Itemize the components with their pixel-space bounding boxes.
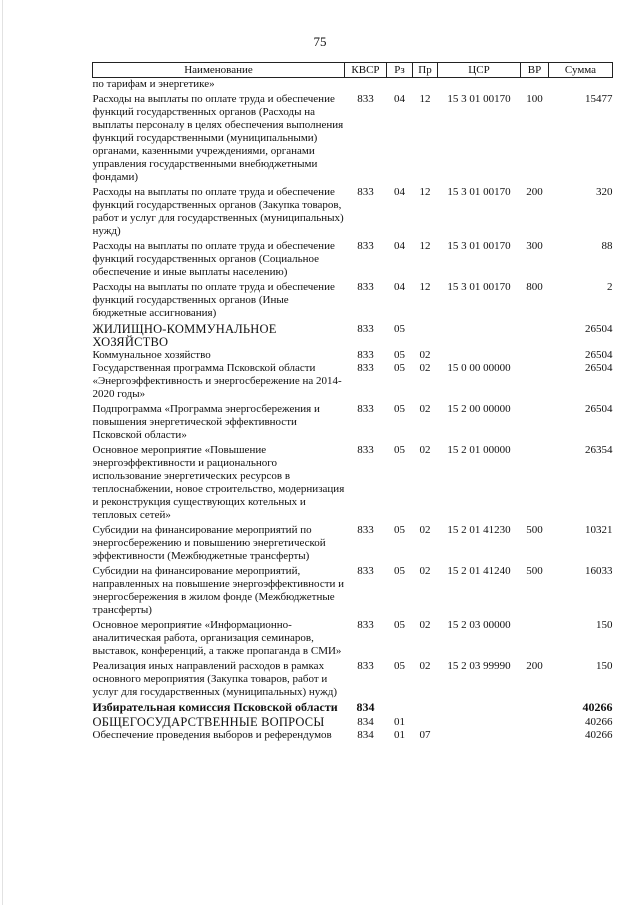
cell-pr: 12 (419, 93, 431, 105)
cell-pr: 02 (419, 403, 431, 415)
header-vr: ВР (521, 63, 549, 78)
cell-kvsr (345, 78, 387, 92)
cell-csr: 15 2 01 00000 (447, 444, 511, 456)
cell-rz (387, 699, 413, 714)
scan-edge-line (2, 0, 3, 905)
cell-kvsr: 833 (357, 444, 374, 456)
cell-name: Расходы на выплаты по оплате труда и обеспечение функций государственных органов (Закупка товаров, работ и услуг для государственных (муниципальных) нужд) (92, 186, 344, 237)
cell-sum: 26504 (585, 362, 613, 374)
cell-vr (521, 349, 549, 362)
cell-sum: 40266 (585, 729, 613, 741)
page-number: 75 (313, 34, 327, 49)
cell-vr (521, 401, 549, 442)
table-row (93, 442, 613, 522)
header-kvsr: КВСР (345, 63, 387, 78)
cell-pr (413, 320, 438, 349)
cell-kvsr: 833 (357, 323, 374, 335)
cell-pr: 07 (419, 729, 431, 741)
cell-sum: 320 (596, 186, 613, 198)
cell-csr: 15 3 01 00170 (447, 281, 511, 293)
cell-vr: 200 (526, 186, 543, 198)
table-row (93, 522, 613, 563)
cell-rz: 05 (394, 660, 405, 672)
budget-table (92, 62, 613, 742)
table-row (93, 714, 613, 729)
table-row (93, 238, 613, 279)
cell-csr: 15 0 00 00000 (447, 362, 511, 374)
cell-pr: 12 (419, 281, 431, 293)
cell-vr: 200 (526, 660, 543, 672)
cell-rz: 05 (394, 323, 405, 335)
cell-vr: 800 (526, 281, 543, 293)
cell-csr: 15 2 01 41240 (447, 565, 511, 577)
cell-kvsr: 833 (357, 281, 374, 293)
cell-sum: 16033 (585, 565, 613, 577)
cell-kvsr: 833 (357, 524, 374, 536)
cell-name: ОБЩЕГОСУДАРСТВЕННЫЕ ВОПРОСЫ (92, 715, 325, 729)
cell-pr (413, 714, 438, 729)
cell-sum: 40266 (585, 716, 613, 728)
cell-rz: 05 (394, 619, 405, 631)
cell-pr: 12 (419, 186, 431, 198)
cell-kvsr: 833 (357, 619, 374, 631)
cell-kvsr: 834 (357, 729, 374, 741)
cell-name: Субсидии на финансирование мероприятий по энергосбережению и повышению энергетической эффективности (Межбюджетные трансферты) (92, 524, 326, 562)
cell-rz: 04 (394, 281, 405, 293)
cell-kvsr: 833 (357, 362, 374, 374)
cell-vr (521, 320, 549, 349)
cell-csr (438, 699, 521, 714)
cell-sum: 26354 (585, 444, 613, 456)
cell-kvsr: 833 (357, 186, 374, 198)
cell-name: Реализация иных направлений расходов в рамках основного мероприятия (Закупка товаров, работ и услуг для государственных (муниципальных) нужд) (92, 660, 338, 698)
table-row (93, 279, 613, 320)
table-row (93, 349, 613, 362)
cell-csr (438, 729, 521, 742)
cell-name: Основное мероприятие «Повышение энергоэффективности и рационального использование энергетических ресурсов в теплоснабжении, новое строительство, модернизация и реконструкция существующих котельных и тепловых сетей» (92, 444, 345, 521)
cell-vr (521, 617, 549, 658)
cell-name: по тарифам и энергетике» (92, 78, 215, 90)
cell-vr: 500 (526, 524, 543, 536)
cell-sum: 15477 (585, 93, 613, 105)
cell-sum: 26504 (585, 349, 613, 361)
cell-csr (438, 349, 521, 362)
cell-pr: 12 (419, 240, 431, 252)
cell-rz: 05 (394, 349, 405, 361)
cell-kvsr: 833 (357, 93, 374, 105)
cell-rz: 01 (394, 729, 405, 741)
table-row (93, 320, 613, 349)
cell-name: Государственная программа Псковской области «Энергоэффективность и энергосбережение на 2014-2020 годы» (92, 362, 342, 400)
cell-rz: 04 (394, 93, 405, 105)
table-row (93, 658, 613, 699)
cell-csr: 15 2 03 99990 (447, 660, 511, 672)
cell-name: Расходы на выплаты по оплате труда и обеспечение функций государственных органов (Социальное обеспечение и иные выплаты населению) (92, 240, 335, 278)
cell-name: Коммунальное хозяйство (92, 349, 211, 361)
cell-rz: 04 (394, 240, 405, 252)
table-row (93, 729, 613, 742)
cell-rz: 05 (394, 565, 405, 577)
cell-pr: 02 (419, 619, 431, 631)
table-row (93, 699, 613, 714)
cell-pr: 02 (419, 660, 431, 672)
cell-pr (413, 699, 438, 714)
cell-name: Субсидии на финансирование мероприятий, направленных на повышение энергоэффективности и энергосбережения в жилом фонде (Межбюджетные трансферты) (92, 565, 345, 616)
cell-vr (521, 729, 549, 742)
cell-kvsr: 834 (357, 716, 374, 728)
cell-pr: 02 (419, 565, 431, 577)
header-rz: Рз (387, 63, 413, 78)
cell-vr (521, 442, 549, 522)
cell-vr (521, 714, 549, 729)
cell-pr: 02 (419, 524, 431, 536)
cell-vr (521, 699, 549, 714)
cell-vr (521, 362, 549, 401)
cell-sum: 10321 (585, 524, 613, 536)
cell-kvsr: 833 (357, 240, 374, 252)
cell-sum (549, 78, 613, 92)
cell-sum: 26504 (585, 323, 613, 335)
header-csr: ЦСР (438, 63, 521, 78)
cell-name: Подпрограмма «Программа энергосбережения и повышения энергетической эффективности Псковской области» (92, 403, 320, 441)
table-row (93, 362, 613, 401)
cell-name: Расходы на выплаты по оплате труда и обеспечение функций государственных органов (Расходы на выплаты персоналу в целях обеспечения выполнения функций государственными (муниципальными) органами, казенными учреждениями, органами управления государственными внебюджетными фондами) (92, 93, 344, 183)
cell-kvsr: 834 (356, 700, 375, 714)
cell-rz: 05 (394, 524, 405, 536)
cell-vr: 500 (526, 565, 543, 577)
cell-csr: 15 3 01 00170 (447, 93, 511, 105)
table-row (93, 563, 613, 617)
cell-rz: 05 (394, 362, 405, 374)
cell-vr: 100 (526, 93, 543, 105)
cell-name: ЖИЛИЩНО-КОММУНАЛЬНОЕ ХОЗЯЙСТВО (92, 322, 277, 349)
cell-csr: 15 2 00 00000 (447, 403, 511, 415)
table-body (93, 78, 613, 743)
cell-sum: 2 (607, 281, 613, 293)
header-name: Наименование (93, 63, 345, 78)
cell-sum: 26504 (585, 403, 613, 415)
cell-csr (438, 714, 521, 729)
cell-sum: 150 (596, 619, 613, 631)
table-row (93, 617, 613, 658)
cell-name: Избирательная комиссия Псковской области (92, 700, 338, 714)
cell-csr (438, 320, 521, 349)
table-row (93, 184, 613, 238)
cell-csr (438, 78, 521, 92)
table-row (93, 78, 613, 92)
cell-rz: 05 (394, 403, 405, 415)
cell-csr: 15 3 01 00170 (447, 186, 511, 198)
table-row (93, 401, 613, 442)
cell-name: Обеспечение проведения выборов и референдумов (92, 729, 332, 741)
cell-sum: 40266 (582, 700, 613, 714)
cell-pr: 02 (419, 349, 431, 361)
table-row (93, 91, 613, 184)
cell-rz: 01 (394, 716, 405, 728)
cell-kvsr: 833 (357, 349, 374, 361)
cell-sum: 88 (601, 240, 613, 252)
header-pr: Пр (413, 63, 438, 78)
cell-rz: 04 (394, 186, 405, 198)
cell-kvsr: 833 (357, 660, 374, 672)
cell-pr: 02 (419, 444, 431, 456)
cell-kvsr: 833 (357, 565, 374, 577)
cell-name: Расходы на выплаты по оплате труда и обеспечение функций государственных органов (Иные бюджетные ассигнования) (92, 281, 335, 319)
cell-pr: 02 (419, 362, 431, 374)
cell-csr: 15 2 01 41230 (447, 524, 511, 536)
cell-rz: 05 (394, 444, 405, 456)
cell-kvsr: 833 (357, 403, 374, 415)
cell-name: Основное мероприятие «Информационно-аналитическая работа, организация семинаров, выставок, конференций, а также пропаганда в СМИ» (92, 619, 342, 657)
table-header-row (93, 63, 613, 78)
cell-vr (521, 78, 549, 92)
cell-rz (387, 78, 413, 92)
header-sum: Сумма (549, 63, 613, 78)
cell-sum: 150 (596, 660, 613, 672)
cell-pr (413, 78, 438, 92)
cell-csr: 15 3 01 00170 (447, 240, 511, 252)
cell-csr: 15 2 03 00000 (447, 619, 511, 631)
cell-vr: 300 (526, 240, 543, 252)
